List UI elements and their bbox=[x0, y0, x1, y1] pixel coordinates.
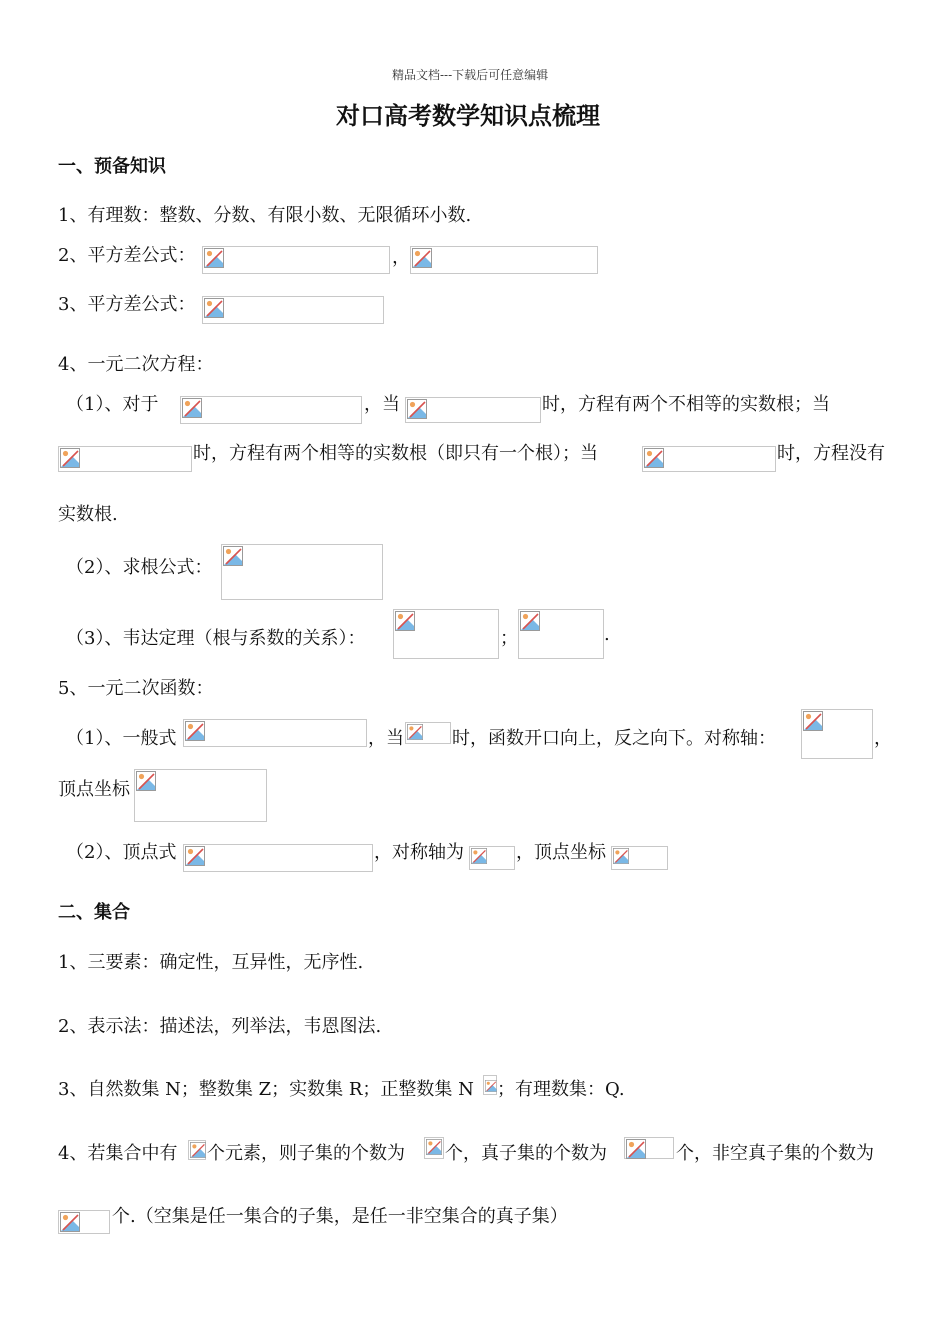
text-axis-of-symmetry: ，对称轴为 bbox=[374, 842, 464, 863]
formula-image bbox=[134, 769, 267, 822]
line-quadratic-function: 5、一元二次函数： bbox=[58, 678, 214, 699]
broken-image-icon bbox=[644, 448, 664, 468]
broken-image-icon bbox=[407, 399, 427, 419]
line-difference-of-squares-label: 2、平方差公式： bbox=[58, 245, 196, 266]
formula-image bbox=[188, 1140, 206, 1160]
text-period: . bbox=[604, 624, 610, 645]
broken-image-icon bbox=[803, 711, 823, 731]
broken-image-icon bbox=[471, 848, 487, 864]
line-quadratic-equation: 4、一元二次方程： bbox=[58, 354, 214, 375]
text-for: （1）、对于 bbox=[66, 394, 159, 415]
formula-image bbox=[410, 246, 598, 274]
formula-image bbox=[801, 709, 873, 759]
broken-image-icon bbox=[485, 1077, 497, 1095]
text-when: ，当 bbox=[364, 394, 400, 415]
text-when: ，当 bbox=[368, 728, 404, 749]
broken-image-icon bbox=[190, 1142, 206, 1158]
text-number-sets: 3、自然数集 N；整数集 Z；实数集 R；正整数集 N bbox=[58, 1079, 474, 1100]
line-representation: 2、表示法：描述法，列举法，韦恩图法. bbox=[58, 1016, 382, 1037]
broken-image-icon bbox=[395, 611, 415, 631]
text-nonempty-proper-subsets: 个，非空真子集的个数为 bbox=[676, 1143, 874, 1164]
broken-image-icon bbox=[182, 398, 202, 418]
broken-image-icon bbox=[223, 546, 243, 566]
broken-image-icon bbox=[204, 298, 224, 318]
section-heading-prep: 一、预备知识 bbox=[58, 156, 166, 177]
text-no-roots: 时，方程没有 bbox=[777, 443, 885, 464]
text-general-form: （1）、一般式 bbox=[66, 728, 177, 749]
broken-image-icon bbox=[426, 1139, 442, 1155]
formula-image bbox=[624, 1137, 674, 1159]
formula-image bbox=[405, 397, 541, 423]
separator-comma: ， bbox=[874, 728, 892, 749]
line-root-formula: （2）、求根公式： bbox=[66, 557, 213, 578]
formula-image bbox=[183, 844, 373, 872]
formula-image bbox=[58, 1210, 110, 1234]
text-two-distinct-roots: 时，方程有两个不相等的实数根；当 bbox=[542, 394, 830, 415]
text-vertex-form: （2）、顶点式 bbox=[66, 842, 177, 863]
text-if-set-has: 4、若集合中有 bbox=[58, 1143, 178, 1164]
broken-image-icon bbox=[60, 1212, 80, 1232]
formula-image bbox=[518, 609, 604, 659]
formula-image bbox=[469, 846, 515, 870]
broken-image-icon bbox=[185, 721, 205, 741]
formula-image bbox=[202, 246, 390, 274]
broken-image-icon bbox=[60, 448, 80, 468]
text-two-equal-roots: 时，方程有两个相等的实数根（即只有一个根）；当 bbox=[193, 443, 598, 464]
text-subsets-count: 个元素，则子集的个数为 bbox=[207, 1143, 405, 1164]
formula-image bbox=[221, 544, 383, 600]
text-proper-subsets-count: 个，真子集的个数为 bbox=[445, 1143, 607, 1164]
formula-image bbox=[180, 396, 362, 424]
line-vieta: （3）、韦达定理（根与系数的关系）： bbox=[66, 628, 366, 649]
text-empty-set-note: 个.（空集是任一集合的子集，是任一非空集合的真子集） bbox=[112, 1206, 568, 1227]
formula-image bbox=[483, 1075, 497, 1095]
broken-image-icon bbox=[407, 724, 423, 740]
broken-image-icon bbox=[613, 848, 629, 864]
text-rational-set: ；有理数集：Q. bbox=[497, 1079, 625, 1100]
text-vertex-coordinates: ，顶点坐标 bbox=[516, 842, 606, 863]
page-title: 对口高考数学知识点梳理 bbox=[336, 102, 600, 130]
separator-semicolon: ； bbox=[500, 628, 518, 649]
line-difference-of-squares-label-2: 3、平方差公式： bbox=[58, 294, 196, 315]
formula-image bbox=[183, 719, 367, 747]
text-opens-upward: 时，函数开口向上，反之向下。对称轴： bbox=[452, 728, 776, 749]
separator-comma: ， bbox=[392, 247, 410, 268]
line-rational-numbers: 1、有理数：整数、分数、有限小数、无限循环小数. bbox=[58, 205, 472, 226]
section-heading-sets: 二、集合 bbox=[58, 902, 130, 923]
line-three-elements: 1、三要素：确定性，互异性，无序性. bbox=[58, 952, 364, 973]
text-real-roots: 实数根. bbox=[58, 504, 118, 525]
broken-image-icon bbox=[412, 248, 432, 268]
broken-image-icon bbox=[204, 248, 224, 268]
text-vertex-coordinates: 顶点坐标 bbox=[58, 779, 130, 800]
broken-image-icon bbox=[136, 771, 156, 791]
formula-image bbox=[202, 296, 384, 324]
formula-image bbox=[405, 722, 451, 744]
formula-image bbox=[58, 446, 192, 472]
broken-image-icon bbox=[520, 611, 540, 631]
formula-image bbox=[393, 609, 499, 659]
formula-image bbox=[424, 1137, 444, 1159]
broken-image-icon bbox=[185, 846, 205, 866]
broken-image-icon bbox=[626, 1139, 646, 1159]
header-note: 精品文档---下载后可任意编辑 bbox=[392, 68, 549, 82]
formula-image bbox=[611, 846, 668, 870]
formula-image bbox=[642, 446, 776, 472]
